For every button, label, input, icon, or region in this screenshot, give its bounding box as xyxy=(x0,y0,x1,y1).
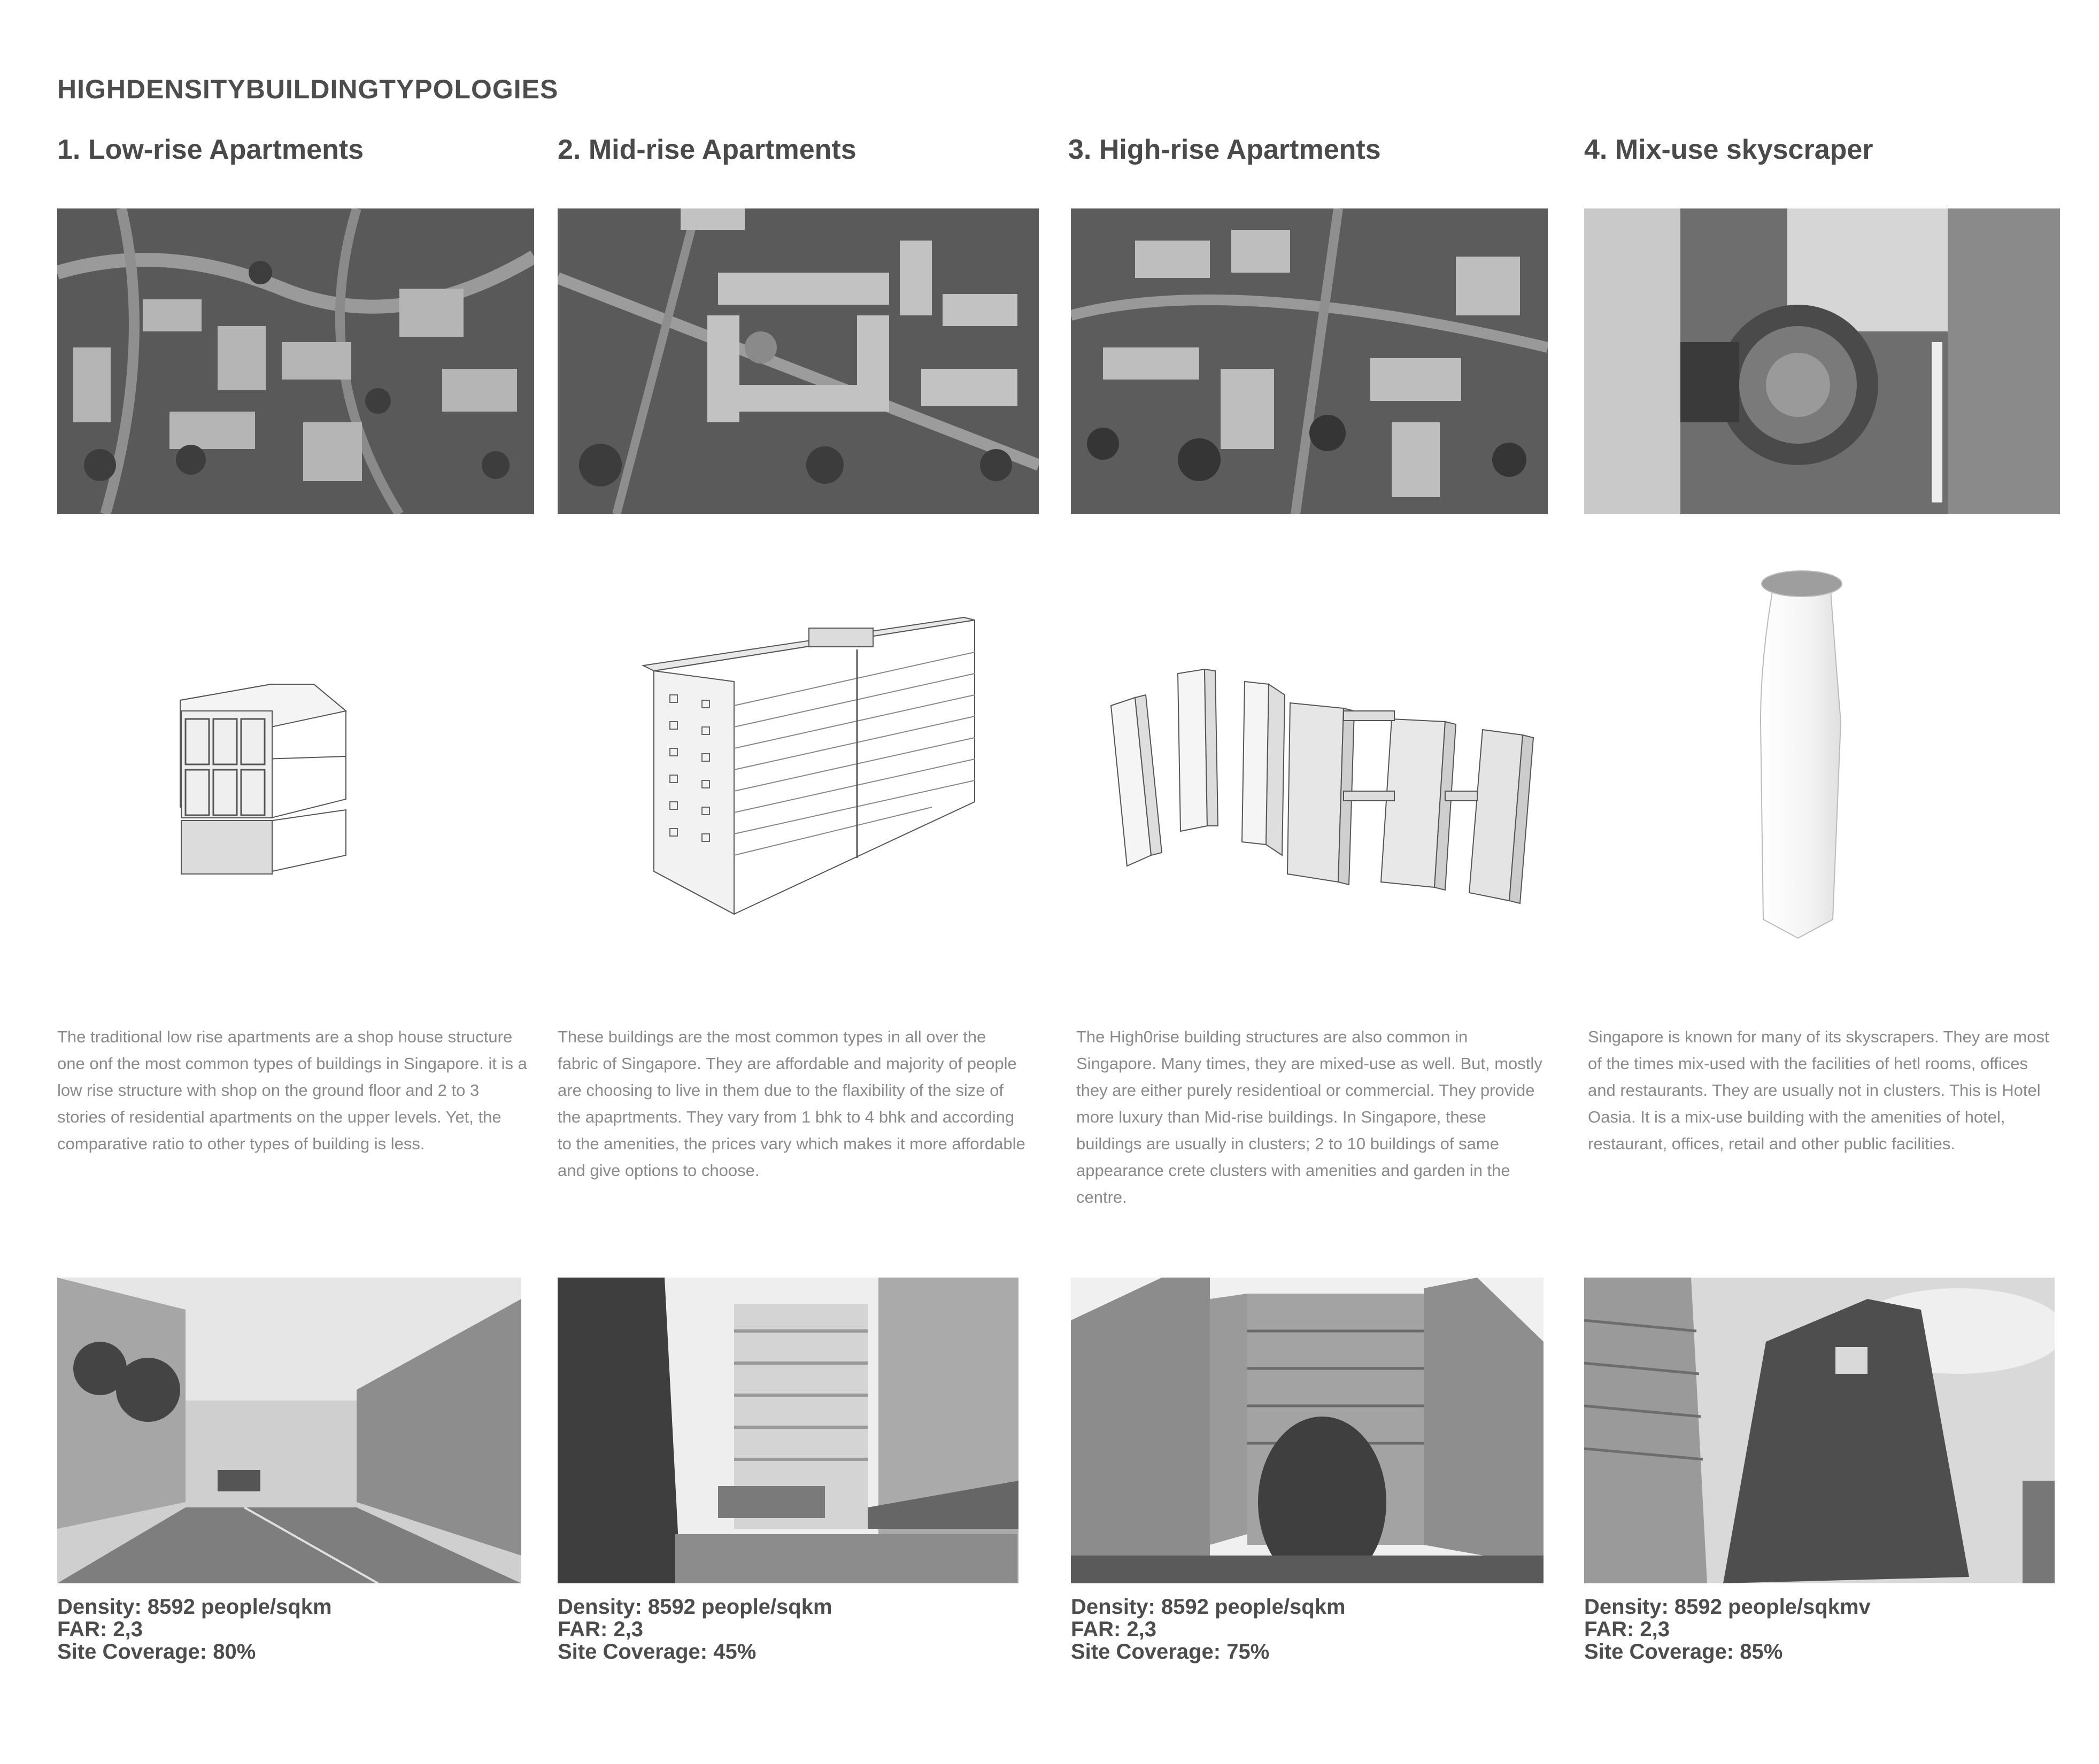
site-coverage-value: Site Coverage: 75% xyxy=(1071,1640,1270,1664)
density-value: Density: 8592 people/sqkm xyxy=(558,1595,832,1619)
site-coverage-value: Site Coverage: 85% xyxy=(1584,1640,1783,1664)
site-coverage-value: Site Coverage: 45% xyxy=(558,1640,757,1664)
typology-mid-rise xyxy=(558,0,1039,1764)
aerial-photo-mix-use xyxy=(1584,208,2060,514)
model-mid-rise xyxy=(558,551,1039,957)
typology-high-rise xyxy=(1068,0,1552,1764)
street-photo-mix-use xyxy=(1584,1278,2055,1583)
far-value: FAR: 2,3 xyxy=(1071,1618,1157,1641)
street-photo-mid-rise xyxy=(558,1278,1018,1583)
far-value: FAR: 2,3 xyxy=(558,1618,644,1641)
typology-description: Singapore is known for many of its skyscrapers. They are most of the times mix-used with the facilities of hetl rooms, offices and restaurants. They are usually not in clusters. This is Hotel Oasia. It is a mix-use building with the amenities of hotel, restaurant, offices, retail and other public facilities. xyxy=(1588,1027,2049,1153)
far-value: FAR: 2,3 xyxy=(1584,1618,1670,1641)
aerial-photo-low-rise xyxy=(57,208,534,514)
page-title: HIGHDENSITYBUILDINGTYPOLOGIES xyxy=(57,74,559,104)
density-value: Density: 8592 people/sqkm xyxy=(57,1595,332,1619)
typology-low-rise xyxy=(57,0,538,1764)
typology-description: The High0rise building structures are also common in Singapore. Many times, they are mixed-use as well. But, mostly they are either purely residentioal or commercial. They provide more luxury than Mid-rise buildings. In Singapore, these buildings are usually in clusters; 2 to 10 buildings of same appearance crete clusters with amenities and garden in the centre. xyxy=(1076,1027,1542,1206)
street-photo-low-rise xyxy=(57,1278,521,1583)
typology-description: These buildings are the most common types in all over the fabric of Singapore. They are affordable and majority of people are choosing to live in them due to the flaxibility of the size of the apaprtments. They vary from 1 bhk to 4 bhk and according to the amenities, the prices vary which makes it more affordable and give options to choose. xyxy=(558,1027,1025,1180)
density-value: Density: 8592 people/sqkmv xyxy=(1584,1595,1871,1619)
model-mix-use xyxy=(1584,551,2060,957)
aerial-photo-high-rise xyxy=(1071,208,1548,514)
density-value: Density: 8592 people/sqkm xyxy=(1071,1595,1346,1619)
site-coverage-value: Site Coverage: 80% xyxy=(57,1640,256,1664)
typology-title: 4. Mix-use skyscraper xyxy=(1584,134,1873,165)
street-photo-high-rise xyxy=(1071,1278,1544,1583)
typology-description: The traditional low rise apartments are a shop house structure one onf the most common types of buildings in Singapore. it is a low rise structure with shop on the ground floor and 2 to 3 stories of residential apartments on the upper levels. Yet, the comparative ratio to other types of building is less. xyxy=(57,1027,527,1153)
typology-title: 1. Low-rise Apartments xyxy=(57,134,364,165)
far-value: FAR: 2,3 xyxy=(57,1618,143,1641)
typology-title: 2. Mid-rise Apartments xyxy=(558,134,856,165)
typology-title: 3. High-rise Apartments xyxy=(1068,134,1381,165)
typology-mix-use xyxy=(1584,0,2065,1764)
typology-stats xyxy=(1071,1596,1346,1663)
typology-stats xyxy=(558,1596,832,1663)
typology-stats xyxy=(1584,1596,1871,1663)
model-low-rise xyxy=(57,551,534,957)
aerial-photo-mid-rise xyxy=(558,208,1039,514)
typology-stats xyxy=(57,1596,332,1663)
model-high-rise xyxy=(1071,551,1548,957)
